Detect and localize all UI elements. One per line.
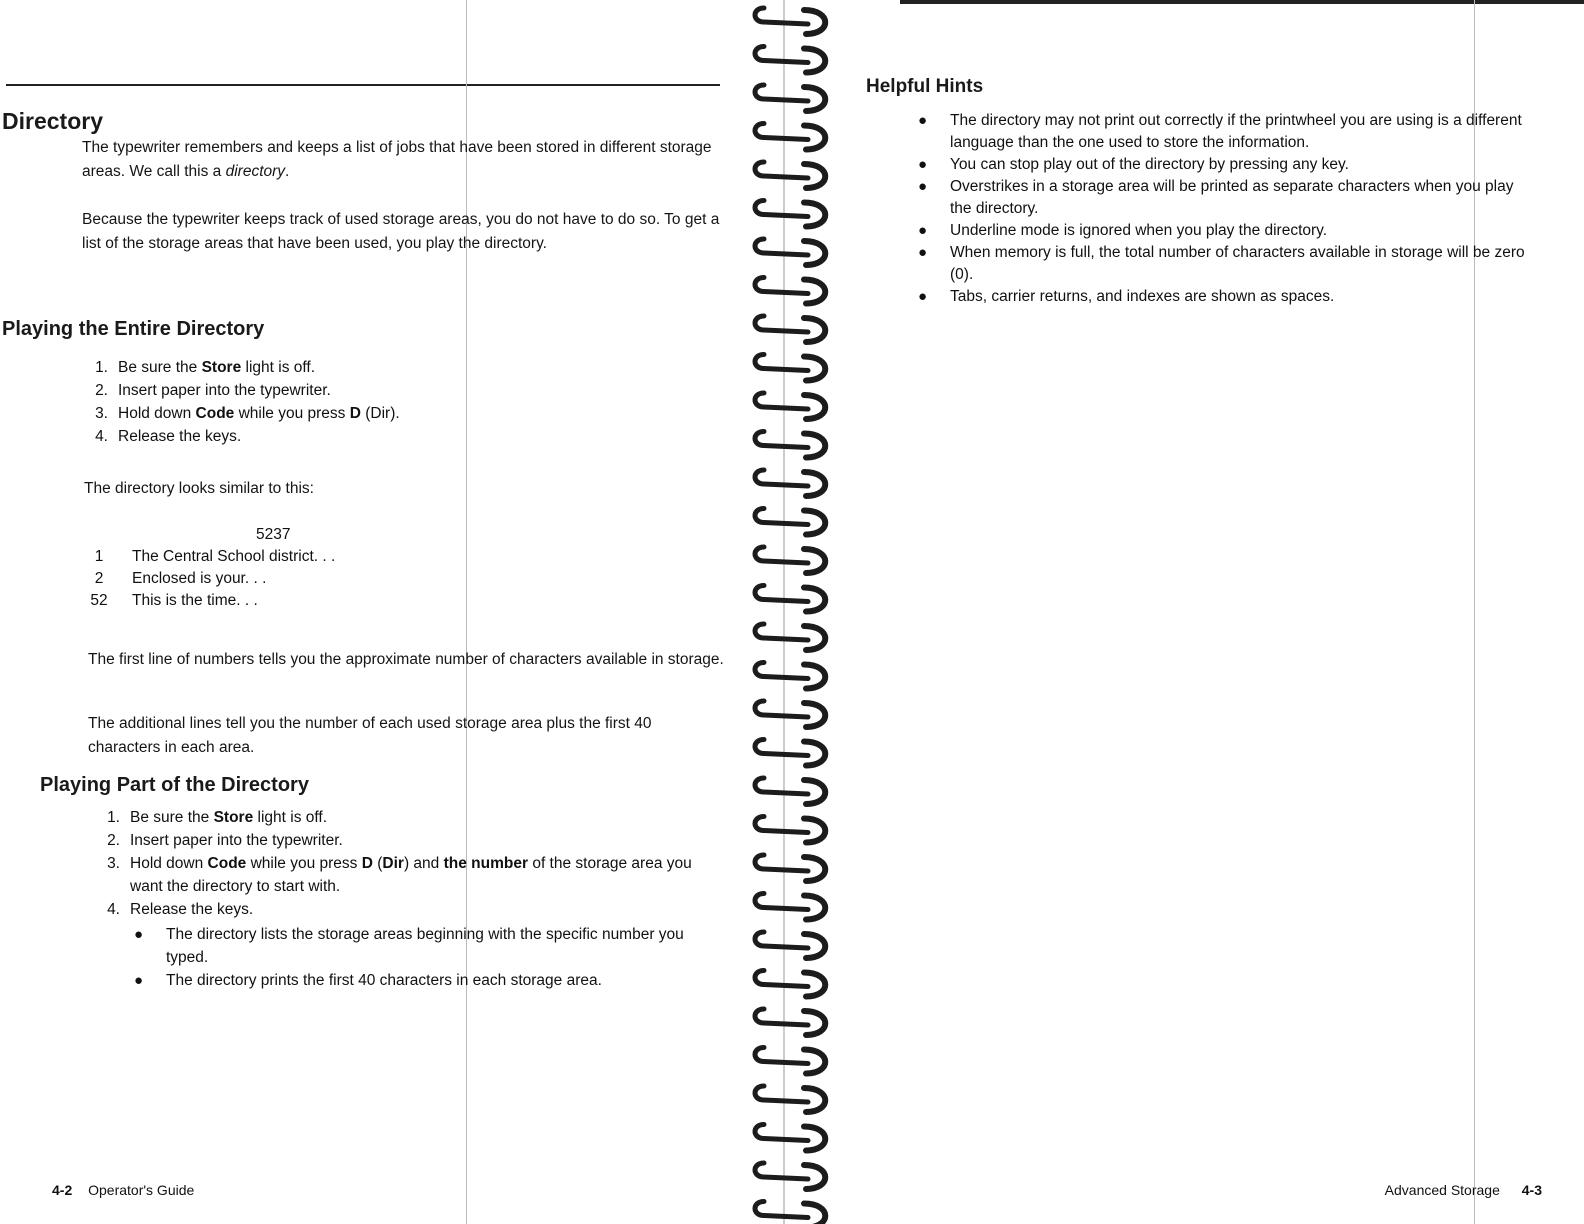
step-text: light is off. [253, 809, 328, 826]
coil-loop [755, 239, 825, 265]
hint-text: You can stop play out of the directory by pressing any key. [950, 156, 1349, 173]
coil-loop [755, 47, 825, 73]
coil-loop [755, 162, 825, 188]
step-text: Insert paper into the typewriter. [130, 832, 343, 849]
step-text: Hold down [130, 855, 208, 872]
spiral-coils [755, 8, 825, 1224]
directory-sample [84, 524, 484, 612]
coil-loop [755, 971, 825, 997]
sample-area-number: 1 [94, 548, 104, 565]
coil-loop [755, 124, 825, 150]
step-text: while you press [234, 405, 350, 422]
coil-loop [755, 509, 825, 535]
hint-text: Overstrikes in a storage area will be printed as separate characters when you play the directory. [950, 178, 1514, 217]
list-item [94, 829, 714, 852]
hint-text: When memory is full, the total number of characters available in storage will be zero (0). [950, 244, 1525, 283]
footer-right [1385, 1182, 1542, 1198]
coil-loop [755, 740, 825, 766]
step-bold: Store [201, 359, 242, 376]
step-text: Hold down [118, 405, 196, 422]
step-text: Be sure the [130, 809, 214, 826]
step-number: 3. [107, 855, 120, 872]
coil-loop [755, 547, 825, 573]
intro-term: directory [225, 163, 286, 180]
list-item [82, 402, 702, 425]
step-text: (Dir). [360, 405, 400, 422]
list-item [914, 220, 1526, 242]
list-item [94, 806, 714, 829]
step-text: while you press [246, 855, 362, 872]
top-rule [900, 0, 1584, 4]
step-text: Release the keys. [130, 901, 254, 918]
sample-area-number: 2 [94, 570, 104, 587]
step-number: 4. [107, 901, 120, 918]
table-row [84, 590, 484, 612]
bullet-icon: ● [918, 112, 928, 129]
intro-text: The typewriter remembers and keeps a list of jobs that have been stored in different storage areas. We call this a [82, 139, 712, 180]
coil-loop [755, 1125, 825, 1151]
sample-intro: The directory looks similar to this: [84, 480, 314, 497]
footer-title: Advanced Storage [1384, 1182, 1500, 1198]
list-item [914, 176, 1526, 220]
intro-paragraph-2: Because the typewriter keeps track of used storage areas, you do not have to do so. To get a list of the storage areas that have been used, you play the directory. [82, 211, 720, 252]
coil-loop [755, 624, 825, 650]
coil-loop [755, 355, 825, 381]
footer-left [52, 1182, 194, 1198]
coil-loop [755, 1086, 825, 1112]
table-row [84, 546, 484, 568]
heading-helpful-hints: Helpful Hints [866, 76, 984, 97]
spiral-binding [748, 0, 840, 1224]
sample-area-text: Enclosed is your. . . [132, 570, 267, 587]
step-text: light is off. [241, 359, 316, 376]
explain-paragraph-1: The first line of numbers tells you the approximate number of characters available in storage. [88, 651, 724, 668]
step-bold: D [349, 405, 361, 422]
bullet-icon: ● [918, 244, 928, 261]
list-item [914, 286, 1526, 308]
section-rule [6, 84, 720, 86]
step-text: Be sure the [118, 359, 202, 376]
coil-loop [755, 1009, 825, 1035]
part-steps-list [94, 806, 714, 992]
coil-loop [755, 8, 825, 34]
footer-title: Operator's Guide [88, 1182, 195, 1198]
step-text: ) and [403, 855, 444, 872]
coil-loop [755, 85, 825, 111]
bullet-text: The directory lists the storage areas beginning with the specific number you typed. [166, 926, 684, 966]
page-number: 4-2 [52, 1182, 73, 1198]
sample-header-row [84, 524, 484, 546]
right-page [840, 0, 1584, 1224]
step-text: ( [372, 855, 383, 872]
hint-text: Underline mode is ignored when you play the directory. [950, 222, 1328, 239]
step-number: 3. [95, 405, 108, 422]
list-item [82, 356, 702, 379]
coil-loop [755, 432, 825, 458]
step-text: Insert paper into the typewriter. [118, 382, 331, 399]
step-text: Release the keys. [118, 428, 242, 445]
bullet-icon: ● [918, 178, 928, 195]
step-text: of the storage area you want the directory to start with. [130, 855, 692, 895]
bullet-icon: ● [918, 156, 928, 173]
intro-paragraph-1 [82, 136, 712, 184]
sub-bullets [130, 923, 720, 992]
coil-loop [755, 316, 825, 342]
coil-loop [755, 855, 825, 881]
coil-loop [755, 470, 825, 496]
hint-text: Tabs, carrier returns, and indexes are shown as spaces. [950, 288, 1335, 305]
table-row [84, 568, 484, 590]
bullet-icon: ● [134, 972, 144, 989]
list-item [82, 425, 702, 448]
coil-loop [755, 701, 825, 727]
intro-period: . [285, 163, 290, 180]
page-number: 4-3 [1521, 1182, 1542, 1198]
coil-loop [755, 778, 825, 804]
step-bold: Store [213, 809, 254, 826]
hints-list [914, 110, 1526, 308]
coil-loop [755, 817, 825, 843]
sample-header: 5237 [256, 526, 291, 543]
step-bold: Code [195, 405, 235, 422]
sample-area-number: 52 [90, 592, 108, 609]
list-item [130, 923, 720, 969]
coil-loop [755, 932, 825, 958]
coil-loop [755, 278, 825, 304]
sample-area-text: The Central School district. . . [132, 548, 336, 565]
step-number: 2. [95, 382, 108, 399]
list-item [914, 154, 1526, 176]
step-bold: the number [443, 855, 529, 872]
coil-loop [755, 1202, 825, 1224]
explain-paragraph-2: The additional lines tell you the number of each used storage area plus the first 40 characters in each area. [88, 715, 652, 756]
list-item [82, 379, 702, 402]
step-bold: Code [207, 855, 247, 872]
bullet-icon: ● [134, 926, 144, 943]
bullet-icon: ● [918, 288, 928, 305]
bullet-text: The directory prints the first 40 characters in each storage area. [166, 972, 602, 989]
step-number: 1. [107, 809, 120, 826]
step-bold: D [361, 855, 373, 872]
step-number: 2. [107, 832, 120, 849]
coil-loop [755, 586, 825, 612]
list-item [94, 852, 714, 898]
bullet-icon: ● [918, 222, 928, 239]
coil-loop [755, 663, 825, 689]
list-item [914, 110, 1526, 154]
coil-loop [755, 1048, 825, 1074]
section-title: Directory [2, 108, 103, 134]
coil-loop [755, 393, 825, 419]
step-number: 1. [95, 359, 108, 376]
list-item [914, 242, 1526, 286]
step-bold: Dir [382, 855, 404, 872]
coil-loop [755, 1163, 825, 1189]
step-number: 4. [95, 428, 108, 445]
coil-loop [755, 894, 825, 920]
list-item [94, 898, 714, 992]
coil-loop [755, 201, 825, 227]
heading-part-directory: Playing Part of the Directory [40, 774, 309, 796]
heading-entire-directory: Playing the Entire Directory [2, 318, 265, 340]
left-page [0, 0, 742, 1224]
list-item [130, 969, 720, 992]
hint-text: The directory may not print out correctly if the printwheel you are using is a different language than the one used to store the information. [950, 112, 1522, 151]
entire-steps-list [82, 356, 702, 448]
sample-area-text: This is the time. . . [132, 592, 258, 609]
